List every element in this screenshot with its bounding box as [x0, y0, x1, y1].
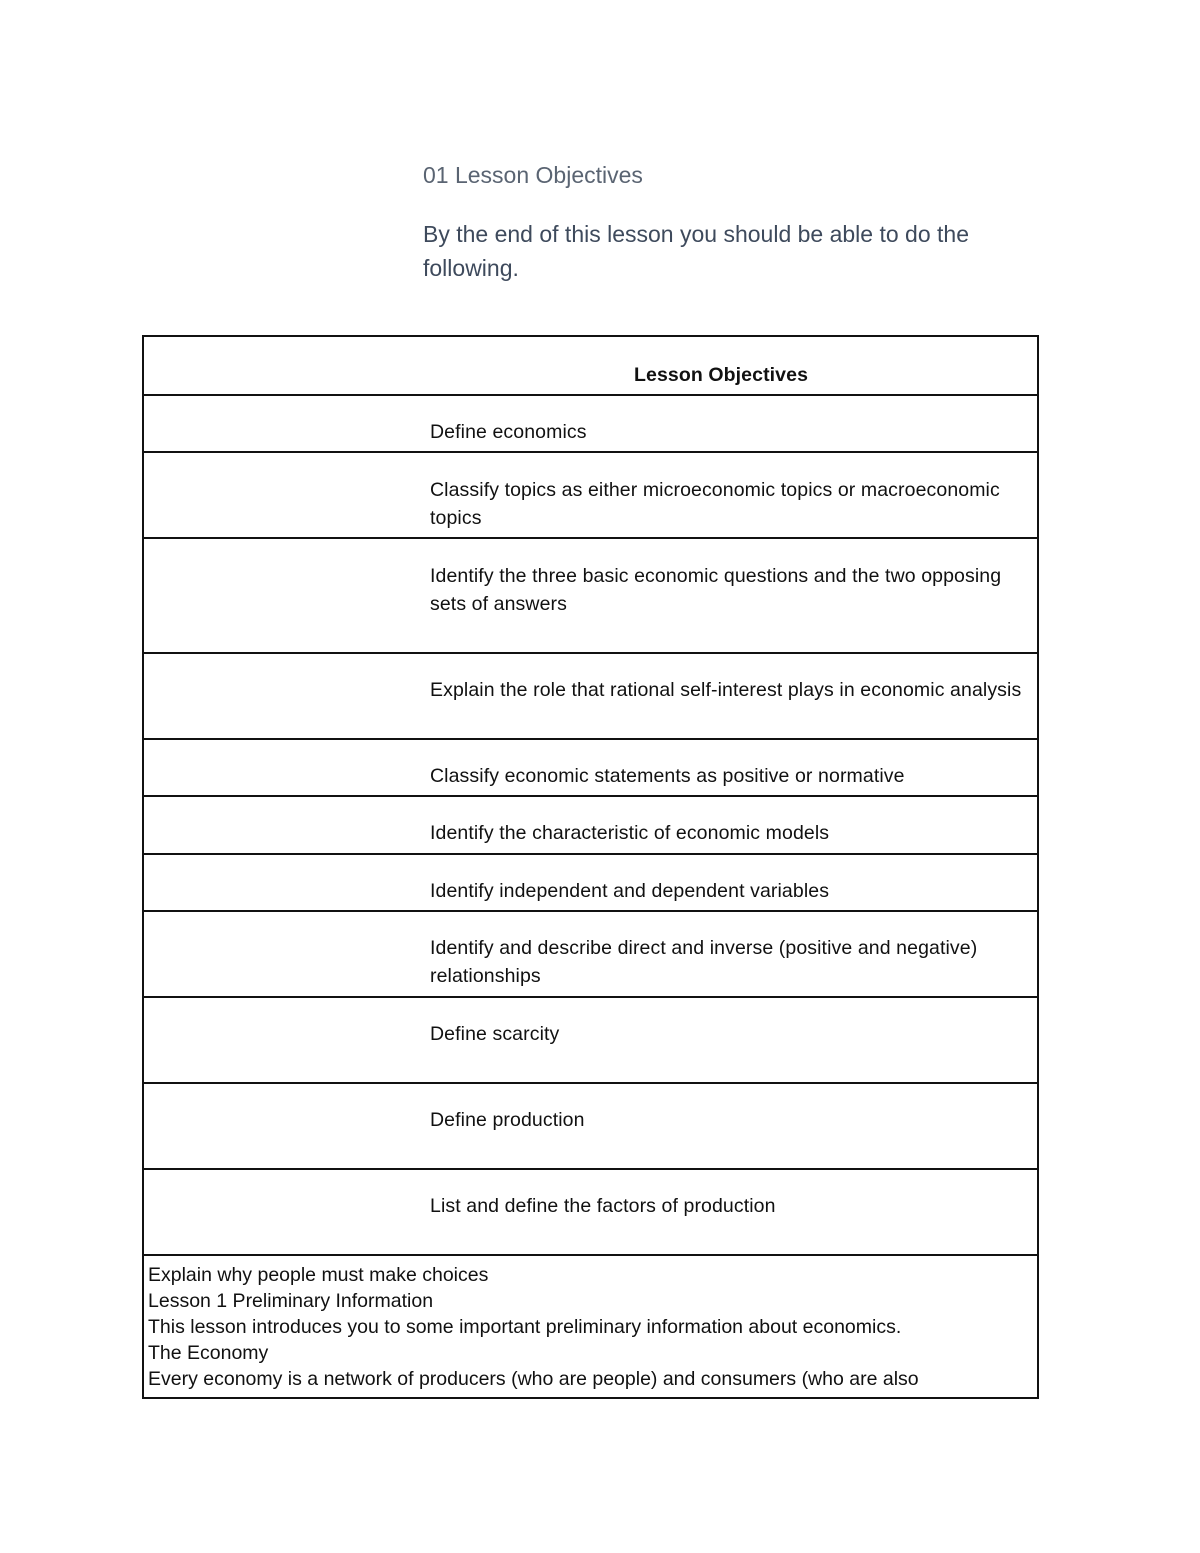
objective-text: Define production	[430, 1109, 585, 1131]
footer-line: This lesson introduces you to some important preliminary information about economics.	[148, 1316, 902, 1338]
objective-text: Identify and describe direct and inverse (positive and negative) relationships	[430, 937, 978, 987]
objective-text: List and define the factors of production	[430, 1195, 776, 1217]
footer-line: Lesson 1 Preliminary Information	[148, 1290, 434, 1312]
table-row	[144, 652, 1037, 738]
objective-text: Identify the three basic economic questions and the two opposing sets of answers	[430, 565, 1002, 615]
footer-line: Every economy is a network of producers (who are people) and consumers (who are also	[148, 1368, 919, 1390]
table-row	[144, 996, 1037, 1082]
table-row	[144, 795, 1037, 853]
objective-text: Classify topics as either microeconomic topics or macroeconomic topics	[430, 479, 1000, 529]
page-heading: 01 Lesson Objectives	[423, 162, 643, 188]
table-header-row	[144, 337, 1037, 394]
table-row	[144, 1082, 1037, 1168]
table-header: Lesson Objectives	[634, 364, 809, 386]
objectives-table	[142, 335, 1039, 1399]
objective-text: Identify independent and dependent variables	[430, 880, 830, 902]
objective-text: Define economics	[430, 421, 587, 443]
table-row	[144, 910, 1037, 996]
footer-line: Explain why people must make choices	[148, 1264, 489, 1286]
table-row	[144, 738, 1037, 795]
table-row	[144, 394, 1037, 451]
footer-line: The Economy	[148, 1342, 269, 1364]
table-row	[144, 1168, 1037, 1254]
objective-text: Identify the characteristic of economic models	[430, 822, 830, 844]
table-row	[144, 451, 1037, 537]
objective-text: Classify economic statements as positive or normative	[430, 765, 905, 787]
intro-text: By the end of this lesson you should be able to do the following.	[423, 221, 969, 281]
objective-text: Explain the role that rational self-interest plays in economic analysis	[430, 679, 1022, 701]
table-footer-cell	[144, 1254, 1037, 1397]
table-row	[144, 537, 1037, 652]
table-row	[144, 853, 1037, 910]
objective-text: Define scarcity	[430, 1023, 560, 1045]
